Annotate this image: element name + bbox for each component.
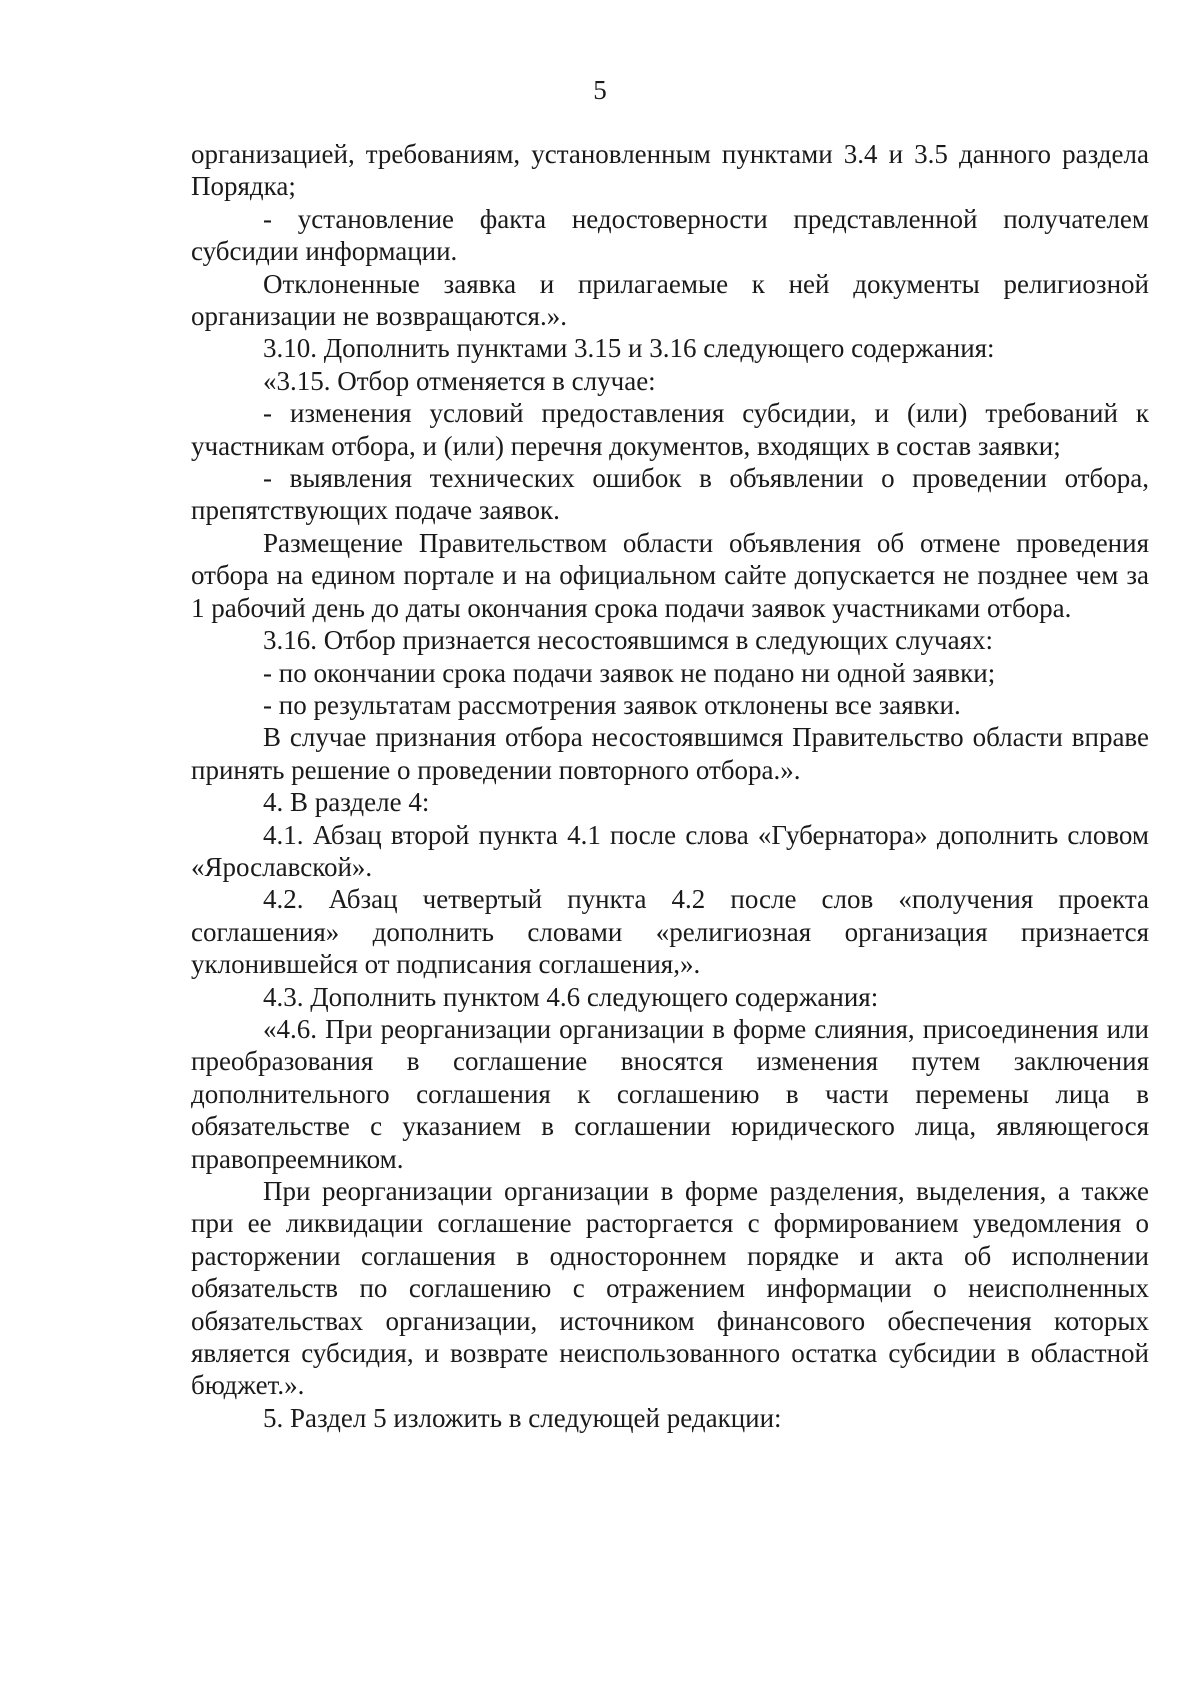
paragraph: Размещение Правительством области объявления об отмене проведения отбора на едином портале и на официальном сайте допускается не позднее чем за 1 рабочий день до даты окончания срока подачи заявок участниками отбора. [191,527,1149,623]
paragraph: При реорганизации организации в форме разделения, выделения, а также при ее ликвидации соглашение расторгается с формированием уведомления о расторжении соглашения в одностороннем порядке и акта об исполнении обязательств по соглашению с отражением информации о неисполненных обязательствах организации, источником финансового обеспечения которых является субсидия, и возврате неиспользованного остатка субсидии в областной бюджет.». [191,1176,1149,1401]
paragraph: - выявления технических ошибок в объявлении о проведении отбора, препятствующих подаче заявок. [191,463,1149,526]
paragraph: 4.2. Абзац четвертый пункта 4.2 после слов «получения проекта соглашения» дополнить словами «религиозная организация признается уклонившейся от подписания соглашения,». [191,884,1149,980]
paragraph: 5. Раздел 5 изложить в следующей редакции: [263,1402,782,1433]
paragraph: Отклоненные заявка и прилагаемые к ней документы религиозной организации не возвращаются.». [191,268,1149,332]
paragraph: 4.3. Дополнить пунктом 4.6 следующего содержания: [263,981,879,1012]
paragraph: - изменения условий предоставления субсидии, и (или) требований к участникам отбора, и (или) перечня документов, входящих в состав заявки; [191,398,1149,461]
paragraph: 3.10. Дополнить пунктами 3.15 и 3.16 следующего содержания: [263,333,995,364]
paragraph: - установление факта недостоверности представленной получателем субсидии информации. [191,203,1149,267]
document-body [191,138,1149,1434]
paragraph: организацией, требованиям, установленным пунктами 3.4 и 3.5 данного раздела Порядка; [191,139,1149,202]
paragraph: 3.16. Отбор признается несостоявшимся в следующих случаях: [263,625,994,656]
paragraph: - по результатам рассмотрения заявок отклонены все заявки. [263,689,961,720]
page-number: 5 [593,75,607,105]
paragraph: 4. В разделе 4: [263,787,430,818]
paragraph: «4.6. При реорганизации организации в форме слияния, присоединения или преобразования в соглашение вносятся изменения путем заключения дополнительного соглашения к соглашению в части перемены лица в обязательстве с указанием в соглашении юридического лица, являющегося правопреемником. [191,1013,1149,1174]
paragraph: 4.1. Абзац второй пункта 4.1 после слова «Губернатора» дополнить словом «Ярославской». [191,819,1149,882]
paragraph: В случае признания отбора несостоявшимся Правительство области вправе принять решение о проведении повторного отбора.». [191,722,1149,785]
paragraph: - по окончании срока подачи заявок не подано ни одной заявки; [263,657,996,688]
paragraph: «3.15. Отбор отменяется в случае: [263,365,656,396]
